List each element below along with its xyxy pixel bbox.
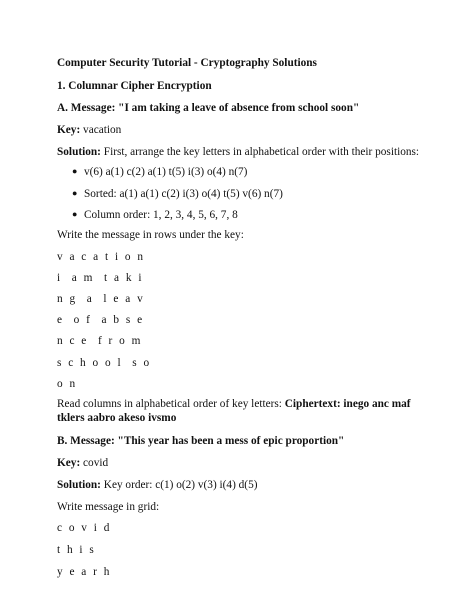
section-heading: 1. Columnar Cipher Encryption (57, 80, 212, 92)
part-a-key-line (57, 123, 121, 137)
bullet-text: Column order: 1, 2, 3, 4, 5, 6, 7, 8 (84, 209, 238, 221)
part-a-solution-line (57, 145, 419, 159)
grid-row: s c h o o l s o (57, 357, 152, 369)
key-label: Key: (57, 457, 81, 469)
grid-row: i a m t a k i (57, 272, 144, 284)
bullet-text: v(6) a(1) c(2) a(1) t(5) i(3) o(4) n(7) (84, 166, 248, 178)
grid-row: c o v i d (57, 522, 112, 534)
key-value: covid (83, 457, 109, 469)
document-title: Computer Security Tutorial - Cryptography Solutions (57, 57, 317, 69)
key-value: vacation (83, 124, 122, 136)
bullet-dot-icon: ● (72, 166, 78, 176)
solution-label: Solution: (57, 479, 101, 491)
grid-row: e o f a b s e (57, 314, 145, 326)
read-columns-text: Read columns in alphabetical order of key letters: (57, 398, 282, 410)
bullet-item (72, 207, 238, 222)
bullet-dot-icon: ● (72, 209, 78, 219)
grid-row: y e a r h (57, 566, 112, 578)
bullet-dot-icon: ● (72, 188, 78, 198)
part-b-key-line (57, 456, 108, 470)
ciphertext-value: inego anc maf tklers aabro akeso ivsmo (57, 398, 411, 424)
grid-row: t h i s (57, 544, 96, 556)
solution-label: Solution: (57, 146, 101, 158)
bullet-item (72, 164, 247, 179)
solution-text: Key order: c(1) o(2) v(3) i(4) d(5) (103, 479, 258, 491)
solution-text: First, arrange the key letters in alphabetical order with their positions: (103, 146, 420, 158)
ciphertext-label: Ciphertext: (284, 398, 341, 410)
grid-row: n g a l e a v (57, 293, 145, 305)
grid-row: n c e f r o m (57, 335, 143, 347)
part-b-solution-line (57, 478, 257, 492)
grid-intro: Write the message in rows under the key: (57, 229, 244, 241)
bullet-text: Sorted: a(1) a(1) c(2) i(3) o(4) t(5) v(6) n(7) (84, 188, 283, 200)
grid-row: o n (57, 378, 78, 390)
grid-row: v a c a t i o n (57, 251, 146, 263)
bullet-item (72, 186, 283, 201)
key-label: Key: (57, 124, 81, 136)
part-b-message-heading: B. Message: "This year has been a mess of epic proportion" (57, 435, 345, 447)
part-a-message-heading: A. Message: "I am taking a leave of absence from school soon" (57, 102, 360, 114)
grid-intro: Write message in grid: (57, 501, 160, 513)
ciphertext-paragraph (57, 397, 427, 425)
